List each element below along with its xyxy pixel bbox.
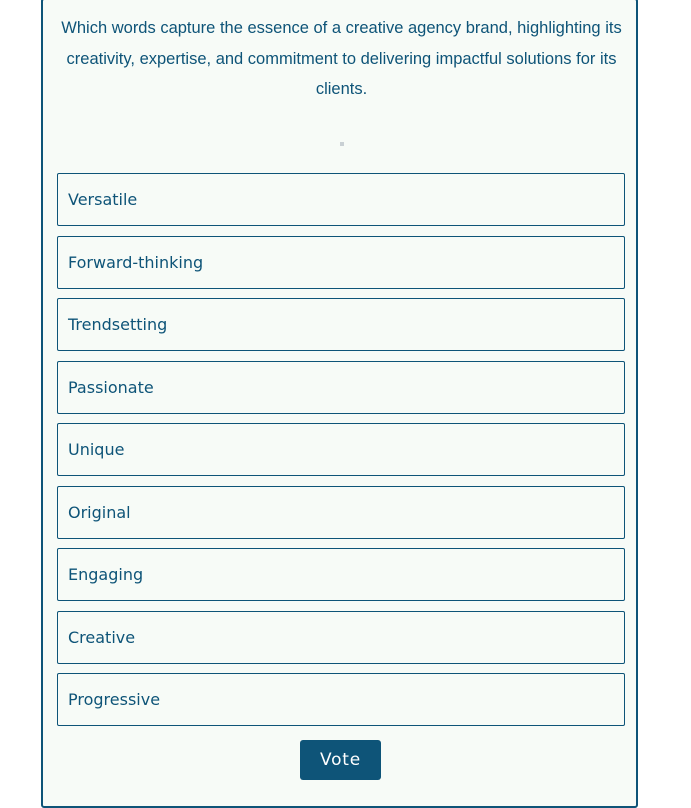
poll-options-list bbox=[57, 173, 625, 736]
poll-option-label: Versatile bbox=[68, 190, 138, 209]
poll-option-creative[interactable] bbox=[57, 611, 625, 664]
poll-question: Which words capture the essence of a creative agency brand, highlighting its creativity, expertise, and commitment to delivering impactful solutions for its clients. bbox=[61, 19, 622, 98]
poll-option-progressive[interactable] bbox=[57, 673, 625, 726]
poll-option-original[interactable] bbox=[57, 486, 625, 539]
poll-option-trendsetting[interactable] bbox=[57, 298, 625, 351]
poll-option-passionate[interactable] bbox=[57, 361, 625, 414]
poll-option-label: Unique bbox=[68, 440, 125, 459]
poll-option-label: Passionate bbox=[68, 377, 154, 397]
poll-option-forward-thinking[interactable] bbox=[57, 236, 625, 289]
vote-button[interactable]: Vote bbox=[300, 740, 381, 780]
poll-card bbox=[41, 0, 638, 808]
poll-option-label: Creative bbox=[68, 627, 136, 647]
poll-option-versatile[interactable] bbox=[57, 173, 625, 226]
poll-option-label: Original bbox=[68, 502, 131, 522]
poll-option-label: Progressive bbox=[68, 690, 161, 709]
poll-option-label: Trendsetting bbox=[68, 315, 168, 334]
poll-option-engaging[interactable] bbox=[57, 548, 625, 601]
loading-dot-icon bbox=[340, 142, 344, 146]
poll-option-label: Engaging bbox=[68, 565, 144, 584]
poll-option-unique[interactable] bbox=[57, 423, 625, 476]
poll-option-label: Forward-thinking bbox=[68, 252, 204, 272]
